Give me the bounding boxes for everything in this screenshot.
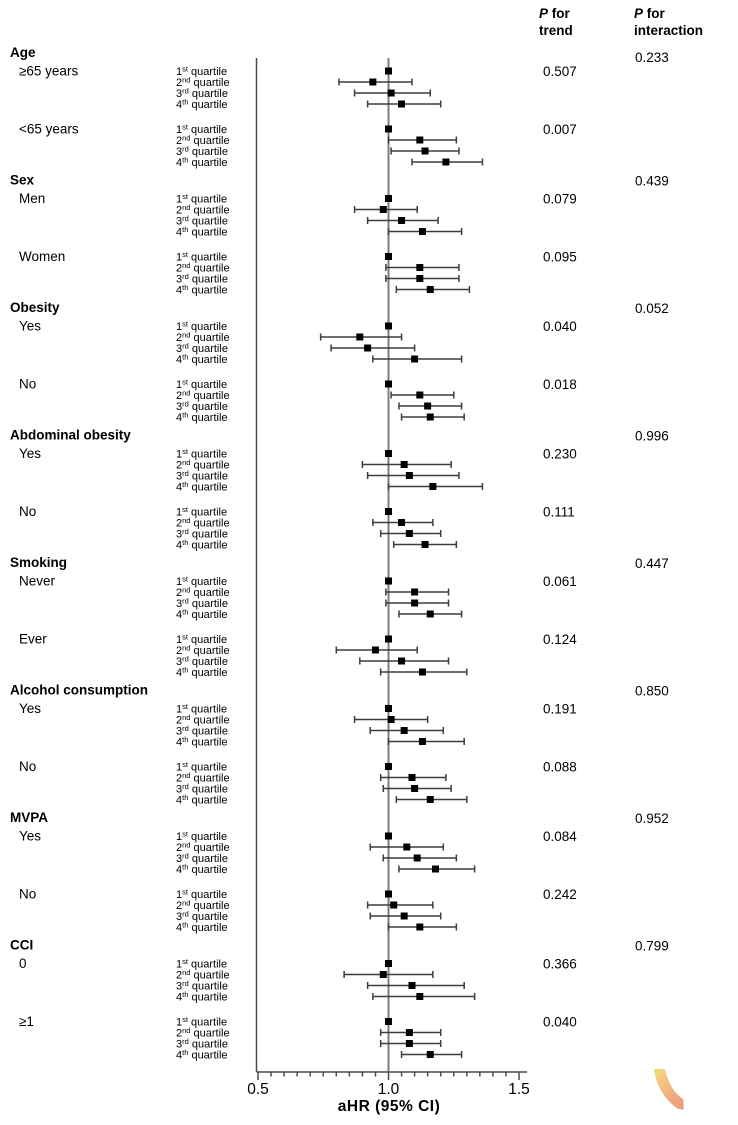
point-estimate xyxy=(422,541,429,548)
subgroup-label: Yes xyxy=(19,701,42,716)
p-trend-value: 0.230 xyxy=(543,446,577,462)
forest-row xyxy=(176,910,441,924)
p-trend-value: 0.191 xyxy=(543,701,577,717)
forest-row xyxy=(176,852,456,866)
point-estimate xyxy=(364,345,371,352)
p-trend-value: 0.088 xyxy=(543,759,577,775)
forest-row xyxy=(176,378,392,392)
point-estimate xyxy=(385,960,392,967)
subgroup-label: Yes xyxy=(19,446,42,461)
forest-row xyxy=(176,841,443,855)
quartile-label: 2nd quartile xyxy=(176,840,230,854)
quartile-label: 1st quartile xyxy=(176,957,228,971)
forest-row xyxy=(176,411,464,425)
subgroup-label: ≥65 years xyxy=(19,63,79,79)
quartile-label: 4th quartile xyxy=(176,225,228,239)
x-axis-tick-label: 1.5 xyxy=(508,1081,530,1098)
point-estimate xyxy=(385,195,392,202)
point-estimate xyxy=(372,647,379,654)
quartile-label: 3rd quartile xyxy=(176,144,228,158)
quartile-label: 2nd quartile xyxy=(176,713,230,727)
quartile-label: 1st quartile xyxy=(176,632,228,646)
point-estimate xyxy=(385,705,392,712)
forest-row xyxy=(176,145,459,159)
point-estimate xyxy=(401,913,408,920)
quartile-label: 1st quartile xyxy=(176,505,228,519)
point-estimate xyxy=(408,982,415,989)
section-header: MVPA xyxy=(10,810,49,825)
forest-row xyxy=(176,214,438,228)
forest-row xyxy=(176,192,392,206)
forest-row xyxy=(176,608,462,622)
forest-row xyxy=(176,979,464,993)
forest-row xyxy=(176,793,467,807)
section-header: Abdominal obesity xyxy=(10,427,131,443)
point-estimate xyxy=(385,636,392,643)
point-estimate xyxy=(385,253,392,260)
point-estimate xyxy=(403,844,410,851)
p-interaction-value: 0.952 xyxy=(635,811,669,826)
quartile-label: 2nd quartile xyxy=(176,203,230,217)
p-for-trend-line1: P for xyxy=(539,6,570,21)
p-trend-value: 0.507 xyxy=(543,64,577,79)
subgroup-label: No xyxy=(19,504,37,519)
quartile-label: 2nd quartile xyxy=(176,585,230,599)
quartile-label: 2nd quartile xyxy=(176,1026,230,1040)
section-header: Obesity xyxy=(10,300,60,315)
point-estimate xyxy=(388,90,395,97)
point-estimate xyxy=(442,159,449,166)
forest-row xyxy=(176,353,462,367)
forest-row xyxy=(176,65,392,79)
forest-row xyxy=(176,76,412,90)
point-estimate xyxy=(388,716,395,723)
quartile-label: 1st quartile xyxy=(176,192,228,206)
quartile-label: 2nd quartile xyxy=(176,388,230,402)
quartile-label: 2nd quartile xyxy=(176,516,230,530)
point-estimate xyxy=(427,286,434,293)
quartile-label: 4th quartile xyxy=(176,793,228,807)
point-estimate xyxy=(385,323,392,330)
point-estimate xyxy=(385,891,392,898)
forest-row xyxy=(176,957,392,971)
p-trend-value: 0.366 xyxy=(543,956,577,972)
quartile-label: 2nd quartile xyxy=(176,898,230,912)
quartile-label: 3rd quartile xyxy=(176,596,228,610)
point-estimate xyxy=(427,1051,434,1058)
section-header: Alcohol consumption xyxy=(10,682,148,698)
x-axis-tick-label: 1.0 xyxy=(377,1081,400,1098)
quartile-label: 3rd quartile xyxy=(176,469,228,483)
forest-row xyxy=(176,575,392,589)
subgroup-label: <65 years xyxy=(19,121,79,137)
forest-row xyxy=(176,1037,441,1051)
forest-row xyxy=(176,480,482,494)
forest-row xyxy=(176,724,443,738)
quartile-label: 2nd quartile xyxy=(176,261,230,275)
forest-row xyxy=(176,331,402,345)
point-estimate xyxy=(416,264,423,271)
p-trend-value: 0.040 xyxy=(543,319,577,334)
p-for-interaction-line2: interaction xyxy=(634,22,704,38)
quartile-label: 4th quartile xyxy=(176,665,228,679)
forest-row xyxy=(176,771,446,785)
quartile-label: 1st quartile xyxy=(176,887,228,901)
quartile-label: 1st quartile xyxy=(176,447,228,461)
forest-row xyxy=(176,830,392,844)
quartile-label: 1st quartile xyxy=(176,319,228,333)
subgroup-label: Yes xyxy=(19,828,42,844)
quartile-label: 3rd quartile xyxy=(176,724,228,738)
forest-row xyxy=(176,597,449,611)
section-header: CCI xyxy=(10,937,34,953)
point-estimate xyxy=(424,403,431,410)
subgroup-label: Ever xyxy=(19,631,47,647)
forest-row xyxy=(176,990,475,1004)
subgroup-label: No xyxy=(19,759,37,774)
quartile-label: 4th quartile xyxy=(176,607,228,621)
point-estimate xyxy=(419,669,426,676)
p-interaction-value: 0.233 xyxy=(635,50,669,65)
quartile-label: 1st quartile xyxy=(176,702,228,716)
forest-row xyxy=(176,968,433,982)
quartile-label: 4th quartile xyxy=(176,1048,228,1062)
p-trend-value: 0.095 xyxy=(543,249,577,265)
quartile-label: 3rd quartile xyxy=(176,272,228,286)
p-trend-value: 0.084 xyxy=(543,829,577,844)
point-estimate xyxy=(385,450,392,457)
forest-row xyxy=(176,156,482,170)
point-estimate xyxy=(427,796,434,803)
quartile-label: 3rd quartile xyxy=(176,909,228,923)
point-estimate xyxy=(385,126,392,133)
quartile-label: 2nd quartile xyxy=(176,458,230,472)
subgroup-label: Women xyxy=(19,249,66,264)
quartile-label: 3rd quartile xyxy=(176,399,228,413)
p-interaction-value: 0.996 xyxy=(635,428,669,444)
point-estimate xyxy=(380,971,387,978)
forest-row xyxy=(176,888,392,902)
quartile-label: 1st quartile xyxy=(176,377,228,391)
forest-row xyxy=(176,283,469,297)
forest-row xyxy=(176,400,462,414)
point-estimate xyxy=(422,148,429,155)
quartile-label: 1st quartile xyxy=(176,574,228,588)
forest-row xyxy=(176,98,441,112)
point-estimate xyxy=(401,461,408,468)
point-estimate xyxy=(406,1040,413,1047)
forest-row xyxy=(176,1015,392,1029)
p-interaction-value: 0.799 xyxy=(635,938,669,954)
quartile-label: 4th quartile xyxy=(176,352,228,366)
point-estimate xyxy=(427,611,434,618)
quartile-label: 1st quartile xyxy=(176,760,228,774)
point-estimate xyxy=(414,855,421,862)
subgroup-label: No xyxy=(19,376,37,392)
point-estimate xyxy=(406,530,413,537)
subgroup-label: ≥1 xyxy=(19,1014,34,1029)
forest-row xyxy=(176,702,392,716)
forest-row xyxy=(176,447,392,461)
forest-row xyxy=(176,538,456,552)
forest-row xyxy=(176,134,456,148)
point-estimate xyxy=(416,392,423,399)
x-axis-tick-label: 0.5 xyxy=(247,1081,269,1098)
quartile-label: 1st quartile xyxy=(176,829,228,843)
point-estimate xyxy=(385,381,392,388)
p-trend-value: 0.007 xyxy=(543,122,577,137)
forest-row xyxy=(176,225,462,239)
p-interaction-value: 0.439 xyxy=(635,173,669,189)
forest-row xyxy=(176,1026,441,1040)
quartile-label: 1st quartile xyxy=(176,122,228,136)
forest-row xyxy=(176,586,449,600)
quartile-label: 3rd quartile xyxy=(176,979,228,993)
quartile-label: 4th quartile xyxy=(176,97,228,111)
forest-row xyxy=(176,899,433,913)
quartile-label: 4th quartile xyxy=(176,410,228,424)
forest-row xyxy=(176,123,392,137)
point-estimate xyxy=(419,738,426,745)
forest-row xyxy=(176,469,459,483)
point-estimate xyxy=(419,228,426,235)
forest-row xyxy=(176,782,451,796)
forest-row xyxy=(176,735,464,749)
quartile-label: 3rd quartile xyxy=(176,86,228,100)
subgroup-label: Never xyxy=(19,573,56,589)
point-estimate xyxy=(390,902,397,909)
forest-row xyxy=(176,655,449,669)
point-estimate xyxy=(398,101,405,108)
p-trend-value: 0.124 xyxy=(543,632,577,647)
point-estimate xyxy=(411,356,418,363)
quartile-label: 3rd quartile xyxy=(176,214,228,228)
quartile-label: 4th quartile xyxy=(176,538,228,552)
p-trend-value: 0.079 xyxy=(543,191,577,207)
forest-row xyxy=(176,389,454,403)
point-estimate xyxy=(398,519,405,526)
p-trend-value: 0.040 xyxy=(543,1014,577,1030)
point-estimate xyxy=(385,763,392,770)
point-estimate xyxy=(411,600,418,607)
p-for-interaction-line1: P for xyxy=(634,6,665,21)
point-estimate xyxy=(385,833,392,840)
section-header: Age xyxy=(10,45,36,60)
p-interaction-value: 0.052 xyxy=(635,301,669,316)
quartile-label: 3rd quartile xyxy=(176,527,228,541)
point-estimate xyxy=(408,774,415,781)
point-estimate xyxy=(416,137,423,144)
subgroup-label: Yes xyxy=(19,318,42,334)
quartile-label: 1st quartile xyxy=(176,250,228,264)
forest-row xyxy=(176,505,392,519)
quartile-label: 2nd quartile xyxy=(176,75,230,89)
point-estimate xyxy=(398,658,405,665)
quartile-label: 3rd quartile xyxy=(176,1037,228,1051)
point-estimate xyxy=(385,1018,392,1025)
forest-row xyxy=(176,87,430,101)
forest-row xyxy=(176,250,392,264)
point-estimate xyxy=(398,217,405,224)
quartile-label: 4th quartile xyxy=(176,862,228,876)
point-estimate xyxy=(416,924,423,931)
forest-row xyxy=(176,633,392,647)
p-interaction-value: 0.850 xyxy=(635,683,669,699)
quartile-label: 4th quartile xyxy=(176,920,228,934)
forest-row xyxy=(176,516,433,530)
subgroup-label: Men xyxy=(19,191,46,206)
point-estimate xyxy=(385,508,392,515)
point-estimate xyxy=(429,483,436,490)
point-estimate xyxy=(416,993,423,1000)
subgroup-label: 0 xyxy=(19,956,27,971)
section-header: Smoking xyxy=(10,555,68,570)
forest-row xyxy=(176,863,475,877)
point-estimate xyxy=(432,866,439,873)
point-estimate xyxy=(427,414,434,421)
quartile-label: 4th quartile xyxy=(176,990,228,1004)
point-estimate xyxy=(401,727,408,734)
point-estimate xyxy=(411,785,418,792)
quartile-label: 4th quartile xyxy=(176,735,228,749)
forest-row xyxy=(176,713,428,727)
quartile-label: 2nd quartile xyxy=(176,771,230,785)
p-trend-value: 0.242 xyxy=(543,887,577,902)
p-for-trend-line2: trend xyxy=(539,22,573,38)
quartile-label: 3rd quartile xyxy=(176,341,228,355)
forest-row xyxy=(176,261,459,275)
forest-row xyxy=(176,203,417,217)
p-trend-value: 0.061 xyxy=(543,574,577,589)
x-axis-title: aHR (95% CI) xyxy=(337,1098,441,1115)
point-estimate xyxy=(380,206,387,213)
quartile-label: 4th quartile xyxy=(176,480,228,494)
forest-row xyxy=(176,760,392,774)
p-interaction-value: 0.447 xyxy=(635,556,669,571)
forest-row xyxy=(176,458,451,472)
quartile-label: 1st quartile xyxy=(176,1015,228,1029)
p-trend-value: 0.111 xyxy=(543,504,575,520)
forest-row xyxy=(176,644,417,658)
quartile-label: 3rd quartile xyxy=(176,654,228,668)
forest-row xyxy=(176,342,415,356)
point-estimate xyxy=(356,334,363,341)
section-header: Sex xyxy=(10,172,35,188)
quartile-label: 2nd quartile xyxy=(176,643,230,657)
quartile-label: 2nd quartile xyxy=(176,133,230,147)
subgroup-label: No xyxy=(19,886,37,902)
forest-row xyxy=(176,527,441,541)
p-trend-value: 0.018 xyxy=(543,377,577,392)
quartile-label: 4th quartile xyxy=(176,283,228,297)
forest-row xyxy=(176,320,392,334)
forest-row xyxy=(176,921,456,935)
quartile-label: 2nd quartile xyxy=(176,968,230,982)
point-estimate xyxy=(411,589,418,596)
forest-row xyxy=(176,272,459,286)
point-estimate xyxy=(416,275,423,282)
point-estimate xyxy=(385,578,392,585)
quartile-label: 3rd quartile xyxy=(176,851,228,865)
quartile-label: 4th quartile xyxy=(176,155,228,169)
point-estimate xyxy=(369,79,376,86)
quartile-label: 3rd quartile xyxy=(176,782,228,796)
quartile-label: 2nd quartile xyxy=(176,330,230,344)
point-estimate xyxy=(385,68,392,75)
point-estimate xyxy=(406,1029,413,1036)
forest-row xyxy=(176,1048,462,1062)
forest-row xyxy=(176,666,467,680)
quartile-label: 1st quartile xyxy=(176,64,228,78)
point-estimate xyxy=(406,472,413,479)
